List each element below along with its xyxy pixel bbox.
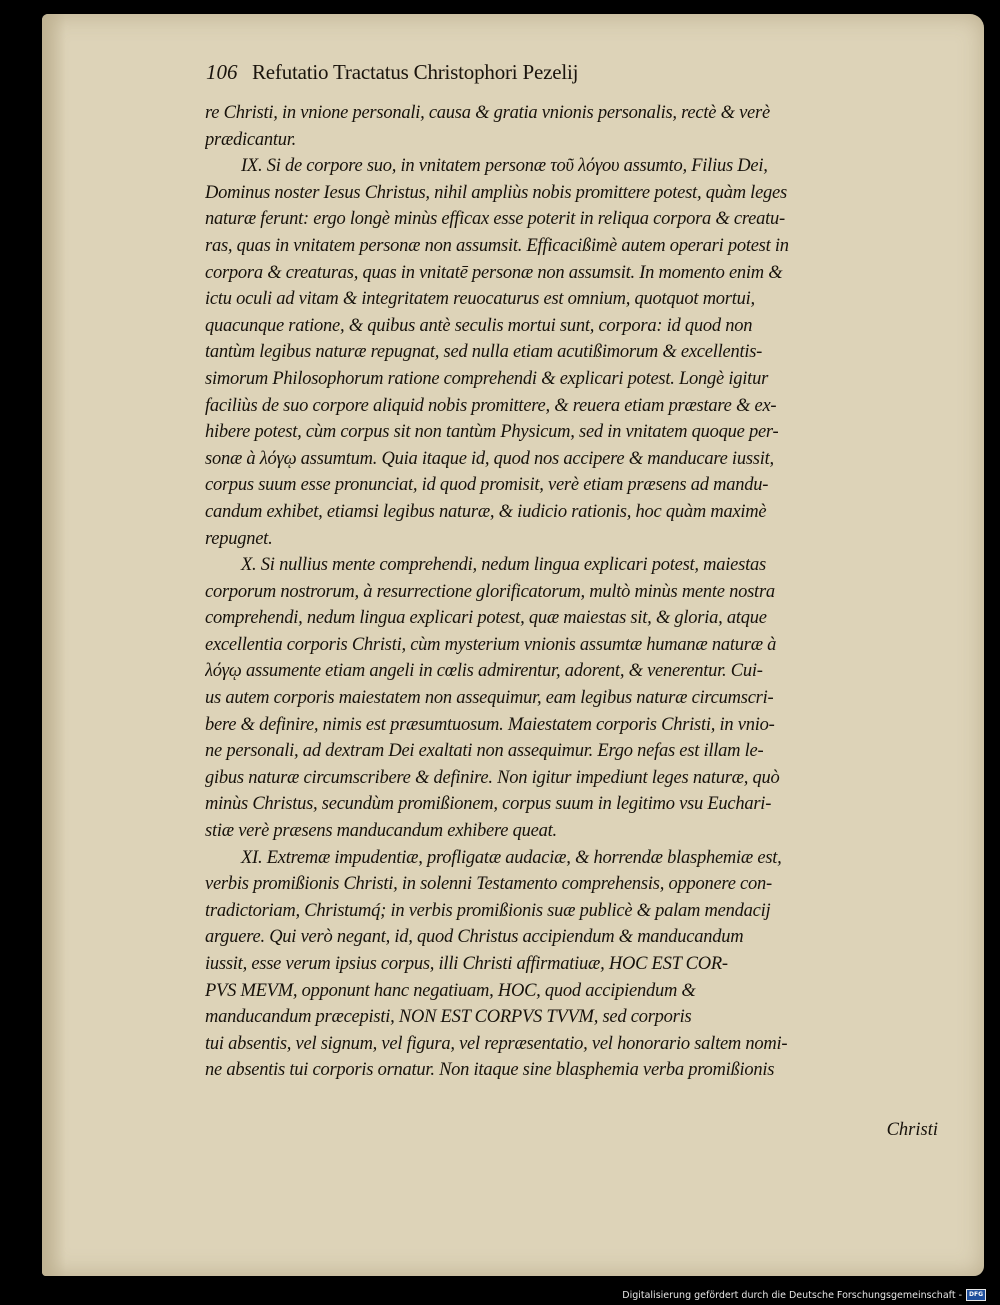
digitization-credit (622, 1289, 986, 1301)
text-line: arguere. Qui verò negant, id, quod Christus accipiendum & manducandum (205, 927, 744, 948)
text-line: verbis promißionis Christi, in solenni Testamento comprehensis, opponere con- (205, 874, 772, 895)
text-line: manducandum præcepisti, NON EST CORPVS TVVM, sed corporis (205, 1007, 692, 1028)
text-line: stiæ verè præsens manducandum exhibere queat. (205, 821, 557, 842)
text-line: ras, quas in vnitatem personæ non assumsit. Efficacißimè autem operari potest in (205, 235, 789, 256)
text-line: Dominus noster Iesus Christus, nihil ampliùs nobis promittere potest, quàm leges (205, 182, 787, 203)
text-line: candum exhibet, etiamsi legibus naturæ, & iudicio rationis, hoc quàm maximè (205, 501, 767, 522)
text-line: PVS MEVM, opponunt hanc negatiuam, HOC, quod accipiendum & (205, 980, 696, 1001)
text-line: prædicantur. (205, 129, 297, 150)
text-line: sonæ à λόγῳ assumtum. Quia itaque id, quod nos accipere & manducare iussit, (205, 448, 774, 469)
running-head: Refutatio Tractatus Christophori Pezelij (252, 60, 579, 84)
text-line: tradictoriam, Christumq́; in verbis promißionis suæ publicè & palam mendacij (205, 900, 771, 921)
text-line: excellentia corporis Christi, cùm mysterium vnionis assumtæ humanæ naturæ à (205, 634, 777, 655)
text-line: re Christi, in vnione personali, causa & gratia vnionis personalis, rectè & verè (205, 103, 770, 123)
credit-text: Digitalisierung gefördert durch die Deutsche Forschungsgemeinschaft - (622, 1289, 962, 1301)
text-line: gibus naturæ circumscribere & definire. Non igitur impediunt leges naturæ, quò (205, 767, 780, 788)
text-line: λόγῳ assumente etiam angeli in cœlis admirentur, adorent, & venerentur. Cui- (205, 661, 763, 682)
text-line: hibere potest, cùm corpus sit non tantùm Physicum, sed in vnitatem quoque per- (205, 422, 779, 443)
text-line: bere & definire, nimis est præsumtuosum. Maiestatem corporis Christi, in vnio- (205, 714, 775, 735)
text-line: ne absentis tui corporis ornatur. Non itaque sine blasphemia verba promißionis (205, 1060, 775, 1081)
text-line: corporum nostrorum, à resurrectione glorificatorum, multò minùs mente nostra (205, 581, 775, 602)
text-line: comprehendi, nedum lingua explicari potest, quæ maiestas sit, & gloria, atque (205, 608, 767, 629)
text-line: corpus suum esse pronunciat, id quod promisit, verè etiam præsens ad mandu- (205, 475, 769, 496)
text-line: IX. Si de corpore suo, in vnitatem personæ τοῦ λόγου assumto, Filius Dei, (241, 156, 768, 177)
text-line: iussit, esse verum ipsius corpus, illi Christi affirmatiuæ, HOC EST COR- (205, 954, 728, 974)
text-line: us autem corporis maiestatem non assequimur, eam legibus naturæ circumscri- (205, 688, 774, 709)
page-number: 106 (206, 60, 238, 84)
dfg-logo: DFG (966, 1289, 986, 1301)
text-line: tui absentis, vel signum, vel figura, vel repræsentatio, vel honorario saltem nomi- (205, 1033, 788, 1054)
page-gutter-shadow (42, 14, 66, 1276)
catchword: Christi (886, 1120, 938, 1140)
text-line: simorum Philosophorum ratione comprehendi & explicari potest. Longè igitur (205, 368, 769, 389)
text-line: X. Si nullius mente comprehendi, nedum lingua explicari potest, maiestas (241, 555, 766, 576)
text-line: quacunque ratione, & quibus antè seculis mortui sunt, corpora: id quod non (205, 315, 753, 336)
text-line: ictu oculi ad vitam & integritatem reuocaturus est omnium, quotquot mortui, (205, 289, 755, 310)
text-line: faciliùs de suo corpore aliquid nobis promittere, & reuera etiam præstare & ex- (205, 395, 777, 416)
text-line: corpora & creaturas, quas in vnitatē personæ non assumsit. In momento enim & (205, 262, 783, 283)
main-text (205, 100, 905, 1084)
text-line: XI. Extremæ impudentiæ, profligatæ audaciæ, & horrendæ blasphemiæ est, (241, 847, 782, 868)
text-line: tantùm legibus naturæ repugnat, sed nulla etiam acutißimorum & excellentis- (205, 342, 763, 363)
text-line: repugnet. (205, 528, 273, 549)
text-line: ne personali, ad dextram Dei exaltati non assequimur. Ergo nefas est illam le- (205, 741, 764, 762)
text-line: minùs Christus, secundùm promißionem, corpus suum in legitimo vsu Euchari- (205, 794, 772, 815)
text-line: naturæ ferunt: ergo longè minùs efficax esse poterit in reliqua corpora & creatu- (205, 209, 785, 230)
page-header (206, 60, 826, 94)
